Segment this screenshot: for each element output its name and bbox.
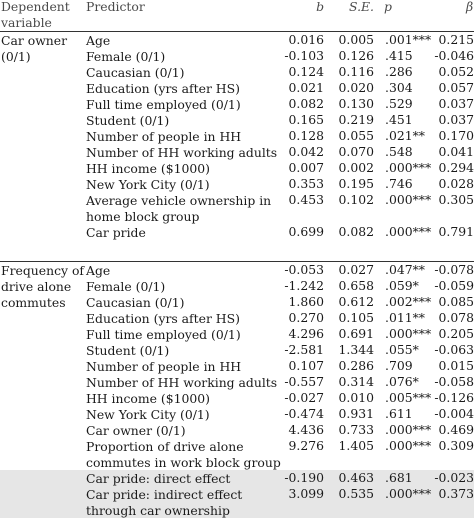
predictor-cell: New York City (0/1) bbox=[86, 407, 210, 422]
beta-cell: 0.041 bbox=[438, 144, 474, 159]
predictor-cell: Full time employed (0/1) bbox=[86, 327, 241, 342]
beta-cell: 0.085 bbox=[438, 294, 474, 309]
b-cell: 0.021 bbox=[288, 80, 324, 95]
predictor-cell: Student (0/1) bbox=[86, 113, 170, 128]
table-row bbox=[0, 224, 474, 240]
table-row bbox=[0, 374, 474, 390]
p-cell: .304 bbox=[385, 80, 413, 95]
se-cell: 0.612 bbox=[338, 294, 374, 309]
b-cell: -0.103 bbox=[284, 48, 324, 63]
p-cell: .076* bbox=[385, 374, 419, 389]
p-cell: .000*** bbox=[385, 422, 432, 437]
b-cell: 0.699 bbox=[288, 224, 324, 239]
b-cell: 0.353 bbox=[288, 176, 324, 191]
predictor-cell: Age bbox=[86, 263, 111, 278]
predictor-cell: Education (yrs after HS) bbox=[86, 311, 240, 326]
predictor-cell: Student (0/1) bbox=[86, 343, 170, 358]
table-row bbox=[0, 262, 474, 278]
p-cell: .002*** bbox=[385, 294, 432, 309]
b-cell: 0.270 bbox=[288, 310, 324, 325]
beta-cell: 0.052 bbox=[438, 64, 474, 79]
b-cell: -1.242 bbox=[284, 278, 324, 293]
se-cell: 0.005 bbox=[338, 32, 374, 47]
beta-cell: 0.037 bbox=[438, 112, 474, 127]
table-row bbox=[0, 128, 474, 144]
beta-cell: -0.058 bbox=[434, 374, 474, 389]
b-cell: 0.124 bbox=[288, 64, 324, 79]
table-row bbox=[0, 48, 474, 64]
b-cell: -0.027 bbox=[284, 390, 324, 405]
b-cell: 0.007 bbox=[288, 160, 324, 175]
predictor-cell: Number of people in HH bbox=[86, 359, 242, 374]
beta-cell: -0.078 bbox=[434, 262, 474, 277]
b-cell: -0.053 bbox=[284, 262, 324, 277]
p-cell: .001*** bbox=[385, 32, 432, 47]
beta-cell: 0.215 bbox=[438, 32, 474, 47]
header-predictor: Predictor bbox=[86, 0, 145, 14]
b-cell: 9.276 bbox=[288, 438, 324, 453]
beta-cell: 0.294 bbox=[438, 160, 474, 175]
dependent-variable-line: (0/1) bbox=[1, 49, 31, 64]
p-cell: .611 bbox=[385, 406, 413, 421]
se-cell: 0.733 bbox=[338, 422, 374, 437]
p-cell: .021** bbox=[385, 128, 425, 143]
p-cell: .548 bbox=[385, 144, 413, 159]
beta-cell: 0.205 bbox=[438, 326, 474, 341]
b-cell: 4.436 bbox=[288, 422, 324, 437]
p-cell: .000*** bbox=[385, 160, 432, 175]
table-row bbox=[0, 342, 474, 358]
predictor-cell: HH income ($1000) bbox=[86, 161, 210, 176]
table-row bbox=[0, 176, 474, 192]
beta-cell: 0.028 bbox=[438, 176, 474, 191]
p-cell: .000*** bbox=[385, 438, 432, 453]
header-se: S.E. bbox=[349, 0, 374, 14]
table-row bbox=[0, 192, 474, 224]
table-row bbox=[0, 96, 474, 112]
predictor-cell: Education (yrs after HS) bbox=[86, 81, 240, 96]
p-cell: .000*** bbox=[385, 192, 432, 207]
se-cell: 0.931 bbox=[338, 406, 374, 421]
table-row bbox=[0, 160, 474, 176]
p-cell: .529 bbox=[385, 96, 413, 111]
header-beta: β bbox=[466, 0, 474, 14]
beta-cell: 0.373 bbox=[438, 486, 474, 501]
beta-cell: 0.469 bbox=[438, 422, 474, 437]
p-cell: .011** bbox=[385, 310, 425, 325]
b-cell: -0.474 bbox=[284, 406, 324, 421]
se-cell: 0.463 bbox=[338, 470, 374, 485]
se-cell: 0.070 bbox=[338, 144, 374, 159]
predictor-cell: Full time employed (0/1) bbox=[86, 97, 241, 112]
table-row bbox=[0, 144, 474, 160]
dependent-variable-line: Car owner bbox=[1, 33, 68, 48]
table-row bbox=[0, 32, 474, 48]
se-cell: 0.027 bbox=[338, 262, 374, 277]
b-cell: -2.581 bbox=[284, 342, 324, 357]
b-cell: 0.107 bbox=[288, 358, 324, 373]
table-row bbox=[0, 80, 474, 96]
header-p: p bbox=[384, 0, 392, 14]
p-cell: .451 bbox=[385, 112, 413, 127]
se-cell: 0.002 bbox=[338, 160, 374, 175]
predictor-cell: Female (0/1) bbox=[86, 49, 166, 64]
se-cell: 0.658 bbox=[338, 278, 374, 293]
beta-cell: 0.078 bbox=[438, 310, 474, 325]
beta-cell: 0.170 bbox=[438, 128, 474, 143]
predictor-cell: Caucasian (0/1) bbox=[86, 65, 185, 80]
se-cell: 0.126 bbox=[338, 48, 374, 63]
predictor-cell: Car pride bbox=[86, 225, 146, 240]
b-cell: 0.016 bbox=[288, 32, 324, 47]
table-row bbox=[0, 112, 474, 128]
predictor-cell: HH income ($1000) bbox=[86, 391, 210, 406]
p-cell: .000*** bbox=[385, 486, 432, 501]
beta-cell: 0.305 bbox=[438, 192, 474, 207]
p-cell: .059* bbox=[385, 278, 419, 293]
se-cell: 0.105 bbox=[338, 310, 374, 325]
beta-cell: -0.023 bbox=[434, 470, 474, 485]
dependent-variable-line: drive alone bbox=[1, 279, 72, 294]
table-header bbox=[0, 0, 474, 30]
dependent-variable-line: commutes bbox=[1, 295, 66, 310]
se-cell: 0.314 bbox=[338, 374, 374, 389]
se-cell: 1.405 bbox=[338, 438, 374, 453]
p-cell: .746 bbox=[385, 176, 413, 191]
table-row bbox=[0, 64, 474, 80]
se-cell: 0.195 bbox=[338, 176, 374, 191]
table-row bbox=[0, 294, 474, 310]
table-row bbox=[0, 358, 474, 374]
header-b: b bbox=[316, 0, 324, 14]
table-row bbox=[0, 326, 474, 342]
table-row bbox=[0, 438, 474, 470]
beta-cell: 0.015 bbox=[438, 358, 474, 373]
beta-cell: 0.037 bbox=[438, 96, 474, 111]
predictor-cell: Proportion of drive alone commutes in work block group bbox=[86, 439, 281, 470]
p-cell: .047** bbox=[385, 262, 425, 277]
se-cell: 0.010 bbox=[338, 390, 374, 405]
predictor-cell: Car pride: direct effect bbox=[86, 471, 231, 486]
b-cell: 0.165 bbox=[288, 112, 324, 127]
p-cell: .055* bbox=[385, 342, 419, 357]
se-cell: 0.286 bbox=[338, 358, 374, 373]
se-cell: 0.055 bbox=[338, 128, 374, 143]
se-cell: 0.535 bbox=[338, 486, 374, 501]
b-cell: -0.190 bbox=[284, 470, 324, 485]
header-dependent-line2: variable bbox=[1, 15, 52, 30]
p-cell: .000*** bbox=[385, 224, 432, 239]
predictor-cell: Number of people in HH bbox=[86, 129, 242, 144]
p-cell: .415 bbox=[385, 48, 413, 63]
table-row bbox=[0, 470, 474, 486]
predictor-cell: Female (0/1) bbox=[86, 279, 166, 294]
beta-cell: -0.126 bbox=[434, 390, 474, 405]
beta-cell: -0.004 bbox=[434, 406, 474, 421]
dependent-variable-line: Frequency of bbox=[1, 263, 85, 278]
predictor-cell: Average vehicle ownership in home block group bbox=[86, 193, 272, 224]
beta-cell: 0.309 bbox=[438, 438, 474, 453]
se-cell: 0.116 bbox=[338, 64, 374, 79]
b-cell: 3.099 bbox=[288, 486, 324, 501]
p-cell: .005*** bbox=[385, 390, 432, 405]
table-row bbox=[0, 406, 474, 422]
b-cell: 4.296 bbox=[288, 326, 324, 341]
predictor-cell: New York City (0/1) bbox=[86, 177, 210, 192]
table-row bbox=[0, 310, 474, 326]
b-cell: -0.557 bbox=[284, 374, 324, 389]
predictor-cell: Number of HH working adults bbox=[86, 145, 278, 160]
b-cell: 0.082 bbox=[288, 96, 324, 111]
beta-cell: -0.063 bbox=[434, 342, 474, 357]
predictor-cell: Car owner (0/1) bbox=[86, 423, 186, 438]
beta-cell: 0.057 bbox=[438, 80, 474, 95]
beta-cell: -0.059 bbox=[434, 278, 474, 293]
se-cell: 0.102 bbox=[338, 192, 374, 207]
se-cell: 1.344 bbox=[338, 342, 374, 357]
table-row bbox=[0, 278, 474, 294]
p-cell: .709 bbox=[385, 358, 413, 373]
b-cell: 0.128 bbox=[288, 128, 324, 143]
beta-cell: -0.046 bbox=[434, 48, 474, 63]
table-row bbox=[0, 390, 474, 406]
se-cell: 0.020 bbox=[338, 80, 374, 95]
p-cell: .681 bbox=[385, 470, 413, 485]
predictor-cell: Car pride: indirect effect through car ownership bbox=[86, 487, 243, 518]
predictor-cell: Caucasian (0/1) bbox=[86, 295, 185, 310]
header-dependent-line1: Dependent bbox=[1, 0, 70, 14]
p-cell: .000*** bbox=[385, 326, 432, 341]
se-cell: 0.130 bbox=[338, 96, 374, 111]
b-cell: 0.042 bbox=[288, 144, 324, 159]
table-row bbox=[0, 422, 474, 438]
b-cell: 1.860 bbox=[288, 294, 324, 309]
beta-cell: 0.791 bbox=[438, 224, 474, 239]
se-cell: 0.691 bbox=[338, 326, 374, 341]
predictor-cell: Number of HH working adults bbox=[86, 375, 278, 390]
b-cell: 0.453 bbox=[288, 192, 324, 207]
table-row bbox=[0, 486, 474, 518]
p-cell: .286 bbox=[385, 64, 413, 79]
se-cell: 0.219 bbox=[338, 112, 374, 127]
predictor-cell: Age bbox=[86, 33, 111, 48]
se-cell: 0.082 bbox=[338, 224, 374, 239]
